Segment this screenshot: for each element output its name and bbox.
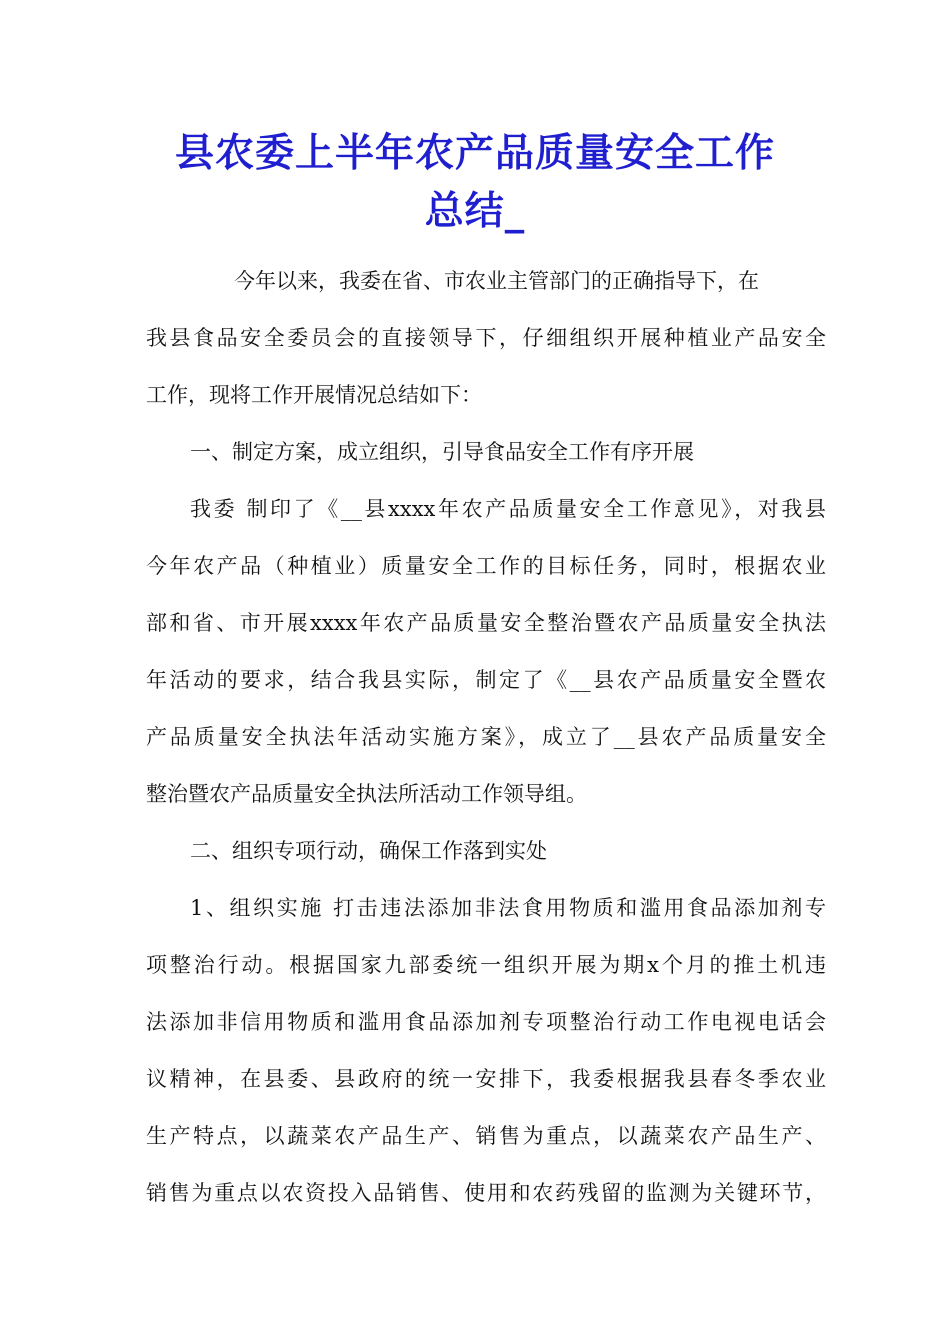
document-title-line-2: 总结_ xyxy=(424,189,526,234)
paragraph-line: 今年以来，我委在省、市农业主管部门的正确指导下，在 xyxy=(234,269,759,293)
paragraph-line: 部和省、市开展xxxx年农产品质量安全整治暨农产品质量安全执法 xyxy=(146,611,826,635)
document-title-line-1: 县农委上半年农产品质量安全工作 xyxy=(174,131,775,176)
paragraph-line: 产品质量安全执法年活动实施方案》，成立了__县农产品质量安全 xyxy=(146,725,826,749)
section-heading: 一、制定方案，成立组织，引导食品安全工作有序开展 xyxy=(190,440,694,464)
paragraph-line: 整治暨农产品质量安全执法所活动工作领导组。 xyxy=(146,782,587,806)
paragraph-line: 项整治行动。根据国家九部委统一组织开展为期x个月的推土机违 xyxy=(146,953,826,977)
paragraph-line: 今年农产品（种植业）质量安全工作的目标任务，同时，根据农业 xyxy=(146,554,826,578)
paragraph-line: 我县食品安全委员会的直接领导下，仔细组织开展种植业产品安全 xyxy=(146,326,826,350)
paragraph-line: 议精神，在县委、县政府的统一安排下，我委根据我县春冬季农业 xyxy=(146,1067,826,1091)
paragraph-line: 销售为重点以农资投入品销售、使用和农药残留的监测为关键环节， xyxy=(146,1181,826,1205)
section-heading: 二、组织专项行动，确保工作落到实处 xyxy=(190,839,547,863)
paragraph-line: 1、组织实施 打击违法添加非法食用物质和滥用食品添加剂专 xyxy=(190,896,826,920)
paragraph-line: 法添加非信用物质和滥用食品添加剂专项整治行动工作电视电话会 xyxy=(146,1010,826,1034)
paragraph-line: 工作，现将工作开展情况总结如下： xyxy=(146,383,482,407)
paragraph-line: 我委 制印了《__县xxxx年农产品质量安全工作意见》，对我县 xyxy=(190,497,826,521)
paragraph-line: 生产特点，以蔬菜农产品生产、销售为重点，以蔬菜农产品生产、 xyxy=(146,1124,826,1148)
paragraph-line: 年活动的要求，结合我县实际，制定了《__县农产品质量安全暨农 xyxy=(146,668,826,692)
